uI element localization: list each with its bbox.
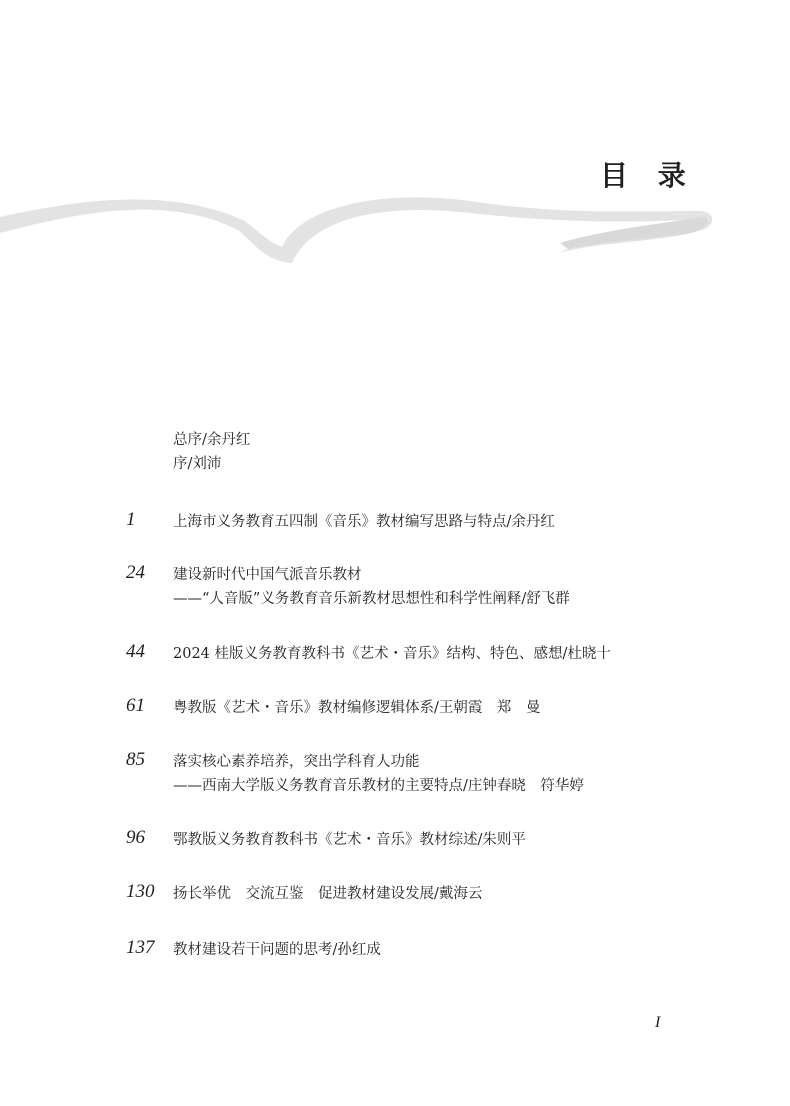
preface-item[interactable]: 总序/余丹红	[173, 432, 251, 448]
page-number: 130	[126, 881, 155, 902]
entry-title: 扬长举优 交流互鉴 促进教材建设发展/戴海云	[173, 886, 483, 902]
entry-title: 粤教版《艺术・音乐》教材编修逻辑体系/王朝霞 郑 曼	[173, 700, 541, 716]
entry-title: 教材建设若干问题的思考/孙红成	[173, 942, 381, 958]
entry-subtitle: ——“人音版”义务教育音乐新教材思想性和科学性阐释/舒飞群	[173, 591, 570, 607]
toc-title: 目 录	[600, 159, 696, 192]
entry-subtitle: ——西南大学版义务教育音乐教材的主要特点/庄钟春晓 符华婷	[173, 778, 584, 794]
entry-title: 上海市义务教育五四制《音乐》教材编写思路与特点/余丹红	[173, 514, 555, 530]
page-number: 61	[126, 695, 145, 716]
page-number: 24	[126, 562, 145, 583]
folio-page-number: I	[655, 1014, 661, 1031]
page-number: 44	[126, 641, 145, 662]
decorative-ribbon	[0, 185, 790, 275]
entry-title: 落实核心素养培养，突出学科育人功能	[173, 754, 420, 770]
entry-title: 建设新时代中国气派音乐教材	[173, 567, 362, 583]
page-number: 1	[126, 509, 136, 530]
page-number: 85	[126, 749, 145, 770]
preface-item[interactable]: 序/刘沛	[173, 456, 222, 472]
page-number: 96	[126, 827, 145, 848]
preface-list	[173, 428, 250, 476]
page-number: 137	[126, 937, 155, 958]
entry-title: 鄂教版义务教育教科书《艺术・音乐》教材综述/朱则平	[173, 832, 526, 848]
entry-title: 2024 桂版义务教育教科书《艺术・音乐》结构、特色、感想/杜晓十	[173, 646, 611, 662]
